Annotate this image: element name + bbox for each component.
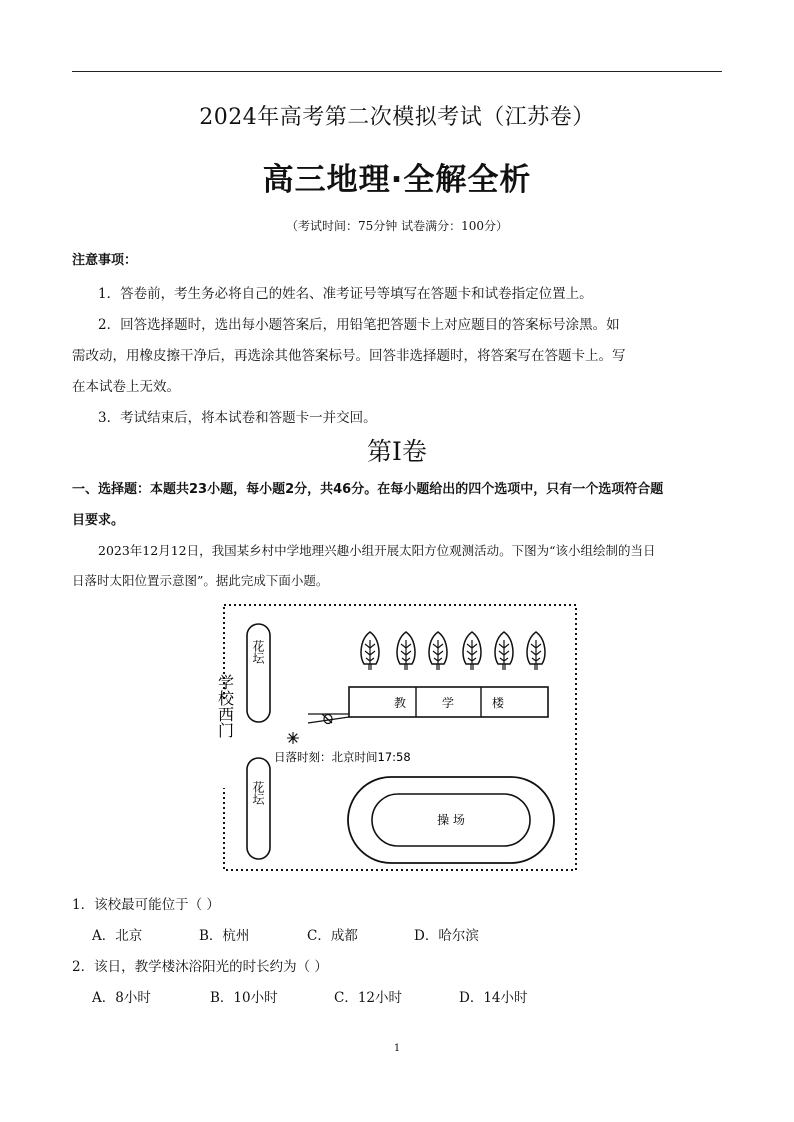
playground-label: 操 场 <box>437 813 465 827</box>
question-1-option-d[interactable]: D．哈尔滨 <box>414 928 479 944</box>
question-2-option-c[interactable]: C．12小时 <box>334 990 403 1006</box>
tree-icon <box>429 632 447 670</box>
tree-icon <box>361 632 379 670</box>
question-2-option-a[interactable]: A．8小时 <box>92 990 151 1006</box>
tree-icon <box>397 632 415 670</box>
question-2-stem: 2．该日，教学楼沐浴阳光的时长约为（ ） <box>72 959 328 975</box>
subject-title: 高三地理·全解全析 <box>262 162 532 198</box>
building-label-3: 楼 <box>491 696 505 710</box>
tree-icon <box>527 632 545 670</box>
sunset-time-label: 日落时刻：北京时间17:58 <box>274 750 411 764</box>
playground <box>348 777 554 863</box>
notice-item-1: 1．答卷前，考生务必将自己的姓名、准考证号等填写在答题卡和试卷指定位置上。 <box>98 286 593 302</box>
sunset-position-diagram <box>210 602 590 878</box>
tree-row <box>361 632 545 670</box>
tree-icon <box>495 632 513 670</box>
question-2-option-b[interactable]: B．10小时 <box>210 990 278 1006</box>
top-rule <box>72 71 722 72</box>
teaching-building <box>349 687 548 717</box>
section-instruction-line-1: 一、选择题：本题共23小题，每小题2分，共46分。在每小题给出的四个选项中，只有一个选项符合题 <box>72 482 664 497</box>
sun-icon <box>287 732 299 744</box>
question-1-option-a[interactable]: A．北京 <box>92 928 143 944</box>
building-label-2: 学 <box>441 696 455 710</box>
question-1-stem: 1．该校最可能位于（ ） <box>72 897 220 913</box>
flowerbed-top <box>247 624 270 722</box>
flowerbed-bottom-label: 花坛 <box>251 781 265 805</box>
page-number: 1 <box>393 1043 401 1054</box>
school-boundary <box>224 605 576 870</box>
material-line-2: 日落时太阳位置示意图”。据此完成下面小题。 <box>72 573 329 588</box>
flowerbed-top-label: 花坛 <box>251 640 265 664</box>
building-label-1: 教 <box>393 696 407 710</box>
notice-item-2-line-2: 需改动，用橡皮擦干净后，再选涂其他答案标号。回答非选择题时，将答案写在答题卡上。写 <box>72 348 626 364</box>
section-instruction-line-2: 目要求。 <box>72 513 125 528</box>
notice-item-3: 3．考试结束后，将本试卷和答题卡一并交回。 <box>98 410 377 426</box>
exam-title: 2024年高考第二次模拟考试（江苏卷） <box>199 105 595 130</box>
exam-info: （考试时间：75分钟 试卷满分：100分） <box>286 219 508 233</box>
notice-heading: 注意事项： <box>72 253 138 268</box>
observer-sightline <box>308 714 349 724</box>
flowerbed-bottom <box>247 758 270 859</box>
west-gate-label: 学校西门 <box>215 674 235 738</box>
notice-item-2-line-1: 2．回答选择题时，选出每小题答案后，用铅笔把答题卡上对应题目的答案标号涂黑。如 <box>98 317 620 333</box>
question-1-option-b[interactable]: B．杭州 <box>199 928 250 944</box>
question-2-option-d[interactable]: D．14小时 <box>459 990 528 1006</box>
notice-item-2-line-3: 在本试卷上无效。 <box>72 379 180 395</box>
question-1-option-c[interactable]: C．成都 <box>307 928 358 944</box>
section-title: 第Ⅰ卷 <box>367 437 427 466</box>
tree-icon <box>463 632 481 670</box>
material-line-1: 2023年12月12日，我国某乡村中学地理兴趣小组开展太阳方位观测活动。下图为“该小组绘制的当日 <box>98 543 656 558</box>
